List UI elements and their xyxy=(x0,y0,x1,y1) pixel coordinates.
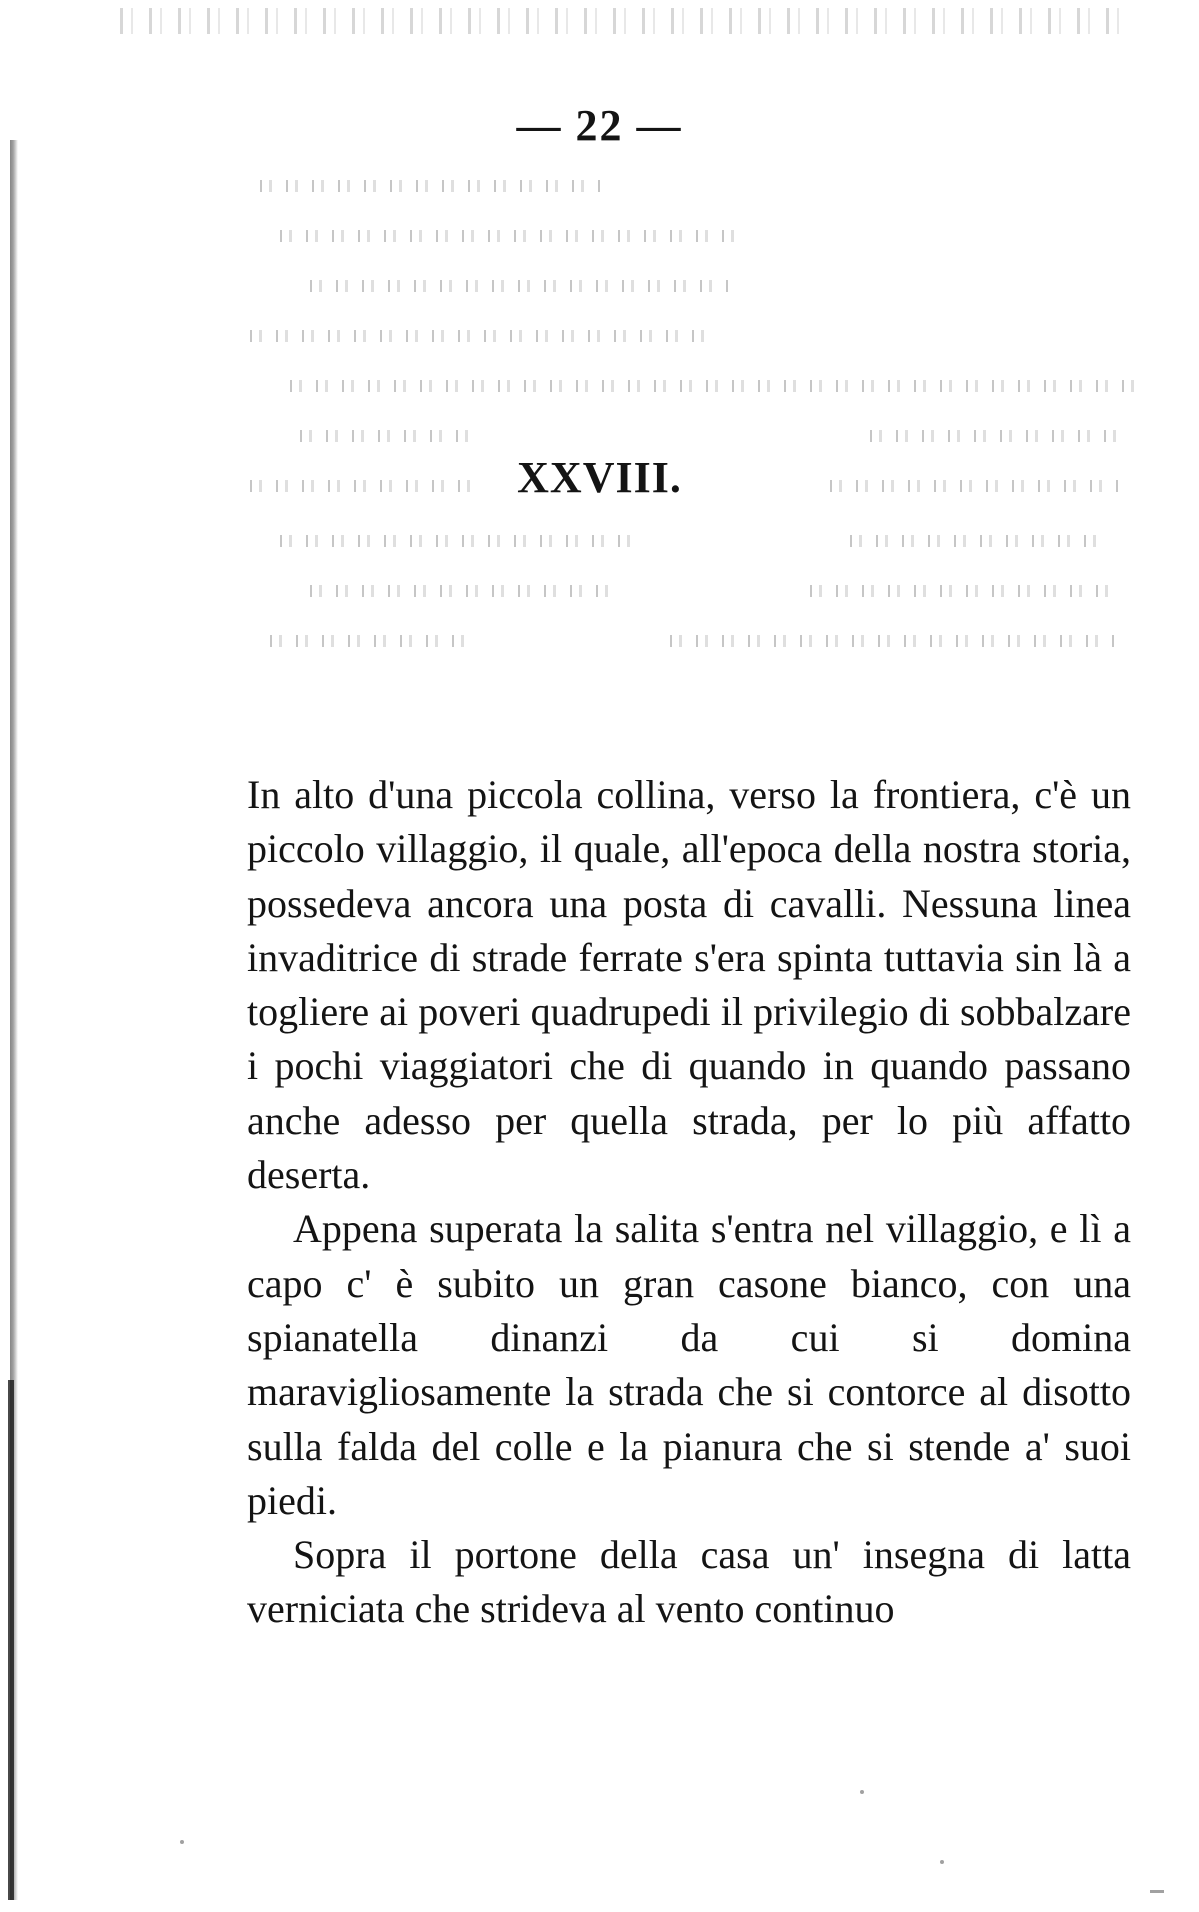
scan-speck xyxy=(1150,1890,1164,1893)
bleed-through-line xyxy=(670,635,1120,647)
scan-speck xyxy=(180,1840,184,1844)
bleed-through-line xyxy=(310,585,610,597)
bleed-through-line xyxy=(810,585,1120,597)
bleed-through-line xyxy=(280,535,640,547)
scan-speck xyxy=(860,1790,864,1794)
chapter-heading: XXVIII. xyxy=(517,453,682,502)
bleed-through-line xyxy=(260,180,600,192)
paragraph: Appena superata la salita s'entra nel villaggio, e lì a capo c' è subito un gran casone bianco, con una spianatella dinanzi da cui si domina maravigliosamente la strada che si contorce al disotto sulla falda del colle e la pianura che si stende a' suoi piedi. xyxy=(247,1206,1131,1523)
bleed-through-line xyxy=(310,280,730,292)
bleed-through-line xyxy=(300,430,480,442)
bleed-through-line xyxy=(850,535,1110,547)
bleed-through-line xyxy=(870,430,1120,442)
paragraph: In alto d'una piccola collina, verso la frontiera, c'è un piccolo villaggio, il quale, all'epoca della nostra storia, possedeva ancora una posta di cavalli. Nessuna linea invaditrice di strade ferrate s'era spinta tuttavia sin là a togliere ai poveri quadrupedi il privilegio di sobbalzare i pochi viaggiatori che di quando in quando passano anche adesso per quella strada, per lo più affatto deserta. xyxy=(247,772,1131,1198)
bleed-through-line xyxy=(280,230,740,242)
body-text xyxy=(247,768,1131,1637)
bleed-through-line xyxy=(290,380,1140,392)
bleed-through-line xyxy=(270,635,470,647)
binding-shadow xyxy=(8,1380,14,1900)
scan-speck xyxy=(940,1860,944,1864)
paragraph: Sopra il portone della casa un' insegna di latta verniciata che strideva al vento continuo xyxy=(247,1532,1131,1632)
page-number: — 22 — xyxy=(516,101,683,150)
scan-noise-top xyxy=(120,8,1120,34)
bleed-through-line xyxy=(250,330,710,342)
